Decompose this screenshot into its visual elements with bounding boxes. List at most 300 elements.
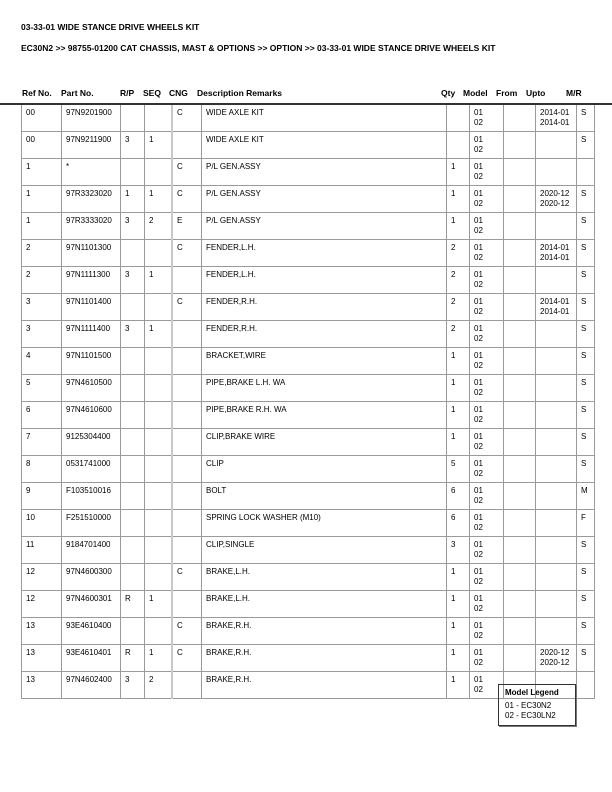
upto-line bbox=[540, 631, 576, 641]
qty-cell: 6 bbox=[447, 483, 470, 510]
rp-cell bbox=[121, 375, 145, 402]
upto-cell bbox=[536, 186, 577, 213]
upto-cell bbox=[536, 348, 577, 375]
seq-cell bbox=[145, 375, 173, 402]
qty-cell: 1 bbox=[447, 645, 470, 672]
model-line: 01 bbox=[474, 243, 483, 252]
from-cell bbox=[504, 132, 536, 159]
table-row bbox=[22, 618, 595, 645]
model-cell bbox=[470, 591, 504, 618]
upto-cell bbox=[536, 564, 577, 591]
model-line: 02 bbox=[474, 415, 483, 424]
table-row bbox=[22, 429, 595, 456]
model-line: 01 bbox=[474, 540, 483, 549]
mr-cell: S bbox=[577, 402, 595, 429]
col-header-qty: Qty bbox=[441, 88, 456, 98]
from-cell bbox=[504, 537, 536, 564]
model-cell bbox=[470, 294, 504, 321]
upto-cell bbox=[536, 429, 577, 456]
model-cell bbox=[470, 429, 504, 456]
seq-cell: 2 bbox=[145, 672, 173, 699]
cng-cell bbox=[172, 483, 202, 510]
upto-line bbox=[540, 361, 576, 371]
ref-cell: 12 bbox=[22, 564, 62, 591]
model-line: 01 bbox=[474, 216, 483, 225]
description-cell: P/L GEN.ASSY bbox=[202, 213, 447, 240]
qty-cell: 1 bbox=[447, 213, 470, 240]
description-cell: BRAKE,R.H. bbox=[202, 672, 447, 699]
from-cell bbox=[504, 105, 536, 132]
from-cell bbox=[504, 267, 536, 294]
mr-cell: M bbox=[577, 483, 595, 510]
model-cell bbox=[470, 375, 504, 402]
mr-cell bbox=[577, 672, 595, 699]
cng-cell bbox=[172, 591, 202, 618]
from-cell bbox=[504, 483, 536, 510]
model-line: 02 bbox=[474, 658, 483, 667]
table-row bbox=[22, 564, 595, 591]
seq-cell: 1 bbox=[145, 267, 173, 294]
ref-cell: 1 bbox=[22, 213, 62, 240]
model-line: 01 bbox=[474, 675, 483, 684]
part-number-cell: * bbox=[62, 159, 121, 186]
table-row bbox=[22, 132, 595, 159]
part-number-cell: 9125304400 bbox=[62, 429, 121, 456]
table-row bbox=[22, 537, 595, 564]
qty-cell: 2 bbox=[447, 321, 470, 348]
rp-cell bbox=[121, 456, 145, 483]
upto-cell bbox=[536, 483, 577, 510]
model-line: 02 bbox=[474, 442, 483, 451]
cng-cell: C bbox=[172, 186, 202, 213]
model-cell bbox=[470, 456, 504, 483]
description-cell: BOLT bbox=[202, 483, 447, 510]
description-cell: BRAKE,R.H. bbox=[202, 618, 447, 645]
rp-cell: 3 bbox=[121, 672, 145, 699]
cng-cell bbox=[172, 321, 202, 348]
seq-cell bbox=[145, 105, 173, 132]
rp-cell: R bbox=[121, 645, 145, 672]
seq-cell: 2 bbox=[145, 213, 173, 240]
qty-cell bbox=[447, 105, 470, 132]
mr-cell: S bbox=[577, 240, 595, 267]
upto-cell bbox=[536, 240, 577, 267]
description-cell: BRAKE,L.H. bbox=[202, 591, 447, 618]
table-row bbox=[22, 483, 595, 510]
ref-cell: 3 bbox=[22, 321, 62, 348]
upto-line: 2020-12 bbox=[540, 648, 570, 657]
from-cell bbox=[504, 564, 536, 591]
table-row bbox=[22, 591, 595, 618]
cng-cell: C bbox=[172, 294, 202, 321]
model-line: 01 bbox=[474, 432, 483, 441]
seq-cell bbox=[145, 402, 173, 429]
table-row bbox=[22, 213, 595, 240]
from-cell bbox=[504, 213, 536, 240]
upto-line bbox=[540, 550, 576, 560]
mr-cell: S bbox=[577, 186, 595, 213]
table-row bbox=[22, 159, 595, 186]
from-cell bbox=[504, 240, 536, 267]
table-row bbox=[22, 240, 595, 267]
seq-cell bbox=[145, 537, 173, 564]
upto-line bbox=[540, 415, 576, 425]
table-row bbox=[22, 105, 595, 132]
qty-cell: 1 bbox=[447, 348, 470, 375]
table-row bbox=[22, 375, 595, 402]
model-cell bbox=[470, 618, 504, 645]
mr-cell: F bbox=[577, 510, 595, 537]
ref-cell: 9 bbox=[22, 483, 62, 510]
mr-cell: S bbox=[577, 132, 595, 159]
ref-cell: 7 bbox=[22, 429, 62, 456]
model-line: 01 bbox=[474, 108, 483, 117]
mr-cell: S bbox=[577, 456, 595, 483]
qty-cell: 1 bbox=[447, 159, 470, 186]
seq-cell bbox=[145, 483, 173, 510]
model-line: 01 bbox=[474, 459, 483, 468]
cng-cell bbox=[172, 510, 202, 537]
part-number-cell: 97N1111300 bbox=[62, 267, 121, 294]
qty-cell: 1 bbox=[447, 564, 470, 591]
rp-cell bbox=[121, 294, 145, 321]
cng-cell: C bbox=[172, 240, 202, 267]
model-cell bbox=[470, 186, 504, 213]
part-number-cell: 97N1101500 bbox=[62, 348, 121, 375]
model-line: 02 bbox=[474, 145, 483, 154]
cng-cell: E bbox=[172, 213, 202, 240]
upto-line: 2014-01 bbox=[540, 307, 570, 316]
col-header-mr: M/R bbox=[566, 88, 582, 98]
model-line: 02 bbox=[474, 523, 483, 532]
model-line: 02 bbox=[474, 469, 483, 478]
table-row bbox=[22, 267, 595, 294]
upto-line bbox=[540, 442, 576, 452]
model-line: 02 bbox=[474, 334, 483, 343]
part-number-cell: 97N4600300 bbox=[62, 564, 121, 591]
col-header-part: Part No. bbox=[61, 88, 94, 98]
model-line: 01 bbox=[474, 135, 483, 144]
upto-cell bbox=[536, 321, 577, 348]
upto-line bbox=[540, 334, 576, 344]
ref-cell: 13 bbox=[22, 645, 62, 672]
part-number-cell: 97R3333020 bbox=[62, 213, 121, 240]
ref-cell: 12 bbox=[22, 591, 62, 618]
model-line: 02 bbox=[474, 685, 483, 694]
part-number-cell: 97N1101400 bbox=[62, 294, 121, 321]
cng-cell bbox=[172, 672, 202, 699]
rp-cell bbox=[121, 618, 145, 645]
rp-cell: 3 bbox=[121, 321, 145, 348]
mr-cell: S bbox=[577, 213, 595, 240]
qty-cell: 1 bbox=[447, 375, 470, 402]
qty-cell: 1 bbox=[447, 618, 470, 645]
upto-line bbox=[540, 378, 576, 388]
part-number-cell: 97N1101300 bbox=[62, 240, 121, 267]
table-row bbox=[22, 645, 595, 672]
seq-cell bbox=[145, 456, 173, 483]
model-cell bbox=[470, 159, 504, 186]
seq-cell bbox=[145, 294, 173, 321]
cng-cell bbox=[172, 348, 202, 375]
part-number-cell: 97N4600301 bbox=[62, 591, 121, 618]
seq-cell bbox=[145, 618, 173, 645]
qty-cell: 1 bbox=[447, 672, 470, 699]
from-cell bbox=[504, 429, 536, 456]
ref-cell: 2 bbox=[22, 240, 62, 267]
upto-cell bbox=[536, 618, 577, 645]
description-cell: BRACKET,WIRE bbox=[202, 348, 447, 375]
rp-cell bbox=[121, 564, 145, 591]
rp-cell bbox=[121, 348, 145, 375]
from-cell bbox=[504, 510, 536, 537]
mr-cell: S bbox=[577, 591, 595, 618]
part-number-cell: 97N4602400 bbox=[62, 672, 121, 699]
model-line: 02 bbox=[474, 199, 483, 208]
description-cell: P/L GEN.ASSY bbox=[202, 159, 447, 186]
ref-cell: 6 bbox=[22, 402, 62, 429]
model-line: 01 bbox=[474, 405, 483, 414]
mr-cell: S bbox=[577, 537, 595, 564]
rp-cell bbox=[121, 105, 145, 132]
page-title: 03-33-01 WIDE STANCE DRIVE WHEELS KIT bbox=[21, 22, 200, 32]
qty-cell: 1 bbox=[447, 429, 470, 456]
seq-cell bbox=[145, 564, 173, 591]
model-cell bbox=[470, 240, 504, 267]
upto-line: 2020-12 bbox=[540, 199, 570, 208]
from-cell bbox=[504, 645, 536, 672]
part-number-cell: 97R3323020 bbox=[62, 186, 121, 213]
upto-line bbox=[540, 172, 576, 182]
legend-item: 02 - EC30LN2 bbox=[505, 711, 556, 720]
model-line: 01 bbox=[474, 378, 483, 387]
upto-line bbox=[540, 459, 576, 469]
col-header-ref: Ref No. bbox=[22, 88, 52, 98]
qty-cell: 2 bbox=[447, 240, 470, 267]
model-line: 01 bbox=[474, 621, 483, 630]
model-line: 02 bbox=[474, 361, 483, 370]
rp-cell: 3 bbox=[121, 132, 145, 159]
from-cell bbox=[504, 375, 536, 402]
cng-cell: C bbox=[172, 618, 202, 645]
part-number-cell: F251510000 bbox=[62, 510, 121, 537]
mr-cell: S bbox=[577, 348, 595, 375]
cng-cell bbox=[172, 537, 202, 564]
qty-cell: 1 bbox=[447, 402, 470, 429]
upto-cell bbox=[536, 375, 577, 402]
qty-cell: 3 bbox=[447, 537, 470, 564]
model-line: 02 bbox=[474, 172, 483, 181]
model-cell bbox=[470, 645, 504, 672]
col-header-cng: CNG bbox=[169, 88, 188, 98]
upto-line bbox=[540, 388, 576, 398]
rp-cell bbox=[121, 402, 145, 429]
ref-cell: 2 bbox=[22, 267, 62, 294]
mr-cell: S bbox=[577, 618, 595, 645]
part-number-cell: 97N9201900 bbox=[62, 105, 121, 132]
col-header-from: From bbox=[496, 88, 518, 98]
part-number-cell: 97N9211900 bbox=[62, 132, 121, 159]
part-number-cell: 97N1111400 bbox=[62, 321, 121, 348]
mr-cell: S bbox=[577, 321, 595, 348]
parts-table bbox=[21, 105, 595, 699]
model-cell bbox=[470, 348, 504, 375]
upto-cell bbox=[536, 132, 577, 159]
seq-cell bbox=[145, 348, 173, 375]
part-number-cell: 9184701400 bbox=[62, 537, 121, 564]
upto-line bbox=[540, 280, 576, 290]
from-cell bbox=[504, 618, 536, 645]
model-line: 02 bbox=[474, 550, 483, 559]
part-number-cell: 97N4610500 bbox=[62, 375, 121, 402]
seq-cell: 1 bbox=[145, 321, 173, 348]
cng-cell bbox=[172, 375, 202, 402]
ref-cell: 1 bbox=[22, 159, 62, 186]
upto-line bbox=[540, 145, 576, 155]
upto-line bbox=[540, 496, 576, 506]
part-number-cell: 93E4610401 bbox=[62, 645, 121, 672]
model-line: 01 bbox=[474, 162, 483, 171]
from-cell bbox=[504, 294, 536, 321]
description-cell: FENDER,L.H. bbox=[202, 240, 447, 267]
col-header-desc: Description Remarks bbox=[197, 88, 283, 98]
ref-cell: 10 bbox=[22, 510, 62, 537]
upto-line bbox=[540, 432, 576, 442]
ref-cell: 13 bbox=[22, 672, 62, 699]
description-cell: CLIP,SINGLE bbox=[202, 537, 447, 564]
col-header-upto: Upto bbox=[526, 88, 546, 98]
ref-cell: 00 bbox=[22, 132, 62, 159]
table-row bbox=[22, 456, 595, 483]
model-line: 01 bbox=[474, 594, 483, 603]
from-cell bbox=[504, 402, 536, 429]
model-line: 02 bbox=[474, 118, 483, 127]
cng-cell: C bbox=[172, 645, 202, 672]
rp-cell: 3 bbox=[121, 213, 145, 240]
upto-line bbox=[540, 540, 576, 550]
upto-line: 2014-01 bbox=[540, 243, 570, 252]
cng-cell: C bbox=[172, 159, 202, 186]
model-line: 01 bbox=[474, 324, 483, 333]
qty-cell: 6 bbox=[447, 510, 470, 537]
from-cell bbox=[504, 348, 536, 375]
model-cell bbox=[470, 564, 504, 591]
cng-cell bbox=[172, 402, 202, 429]
upto-cell bbox=[536, 402, 577, 429]
upto-line bbox=[540, 162, 576, 172]
table-row bbox=[22, 348, 595, 375]
upto-cell bbox=[536, 456, 577, 483]
ref-cell: 5 bbox=[22, 375, 62, 402]
qty-cell: 2 bbox=[447, 267, 470, 294]
cng-cell bbox=[172, 132, 202, 159]
seq-cell: 1 bbox=[145, 132, 173, 159]
model-line: 02 bbox=[474, 388, 483, 397]
from-cell bbox=[504, 321, 536, 348]
upto-line: 2014-01 bbox=[540, 118, 570, 127]
mr-cell bbox=[577, 159, 595, 186]
model-cell bbox=[470, 483, 504, 510]
upto-line bbox=[540, 577, 576, 587]
upto-cell bbox=[536, 510, 577, 537]
upto-line bbox=[540, 594, 576, 604]
mr-cell: S bbox=[577, 294, 595, 321]
upto-cell bbox=[536, 294, 577, 321]
upto-line bbox=[540, 270, 576, 280]
model-line: 02 bbox=[474, 307, 483, 316]
table-row bbox=[22, 402, 595, 429]
rp-cell bbox=[121, 510, 145, 537]
rp-cell bbox=[121, 537, 145, 564]
from-cell bbox=[504, 159, 536, 186]
upto-line bbox=[540, 216, 576, 226]
model-line: 02 bbox=[474, 631, 483, 640]
breadcrumb: EC30N2 >> 98755-01200 CAT CHASSIS, MAST & OPTIONS >> OPTION >> 03-33-01 WIDE STANCE DRIVE WHEELS KIT bbox=[21, 43, 496, 53]
model-line: 02 bbox=[474, 496, 483, 505]
model-line: 01 bbox=[474, 486, 483, 495]
ref-cell: 3 bbox=[22, 294, 62, 321]
model-line: 02 bbox=[474, 577, 483, 586]
seq-cell bbox=[145, 429, 173, 456]
upto-line bbox=[540, 604, 576, 614]
model-line: 01 bbox=[474, 297, 483, 306]
model-line: 01 bbox=[474, 351, 483, 360]
mr-cell: S bbox=[577, 429, 595, 456]
table-row bbox=[22, 321, 595, 348]
description-cell: PIPE,BRAKE R.H. WA bbox=[202, 402, 447, 429]
upto-line: 2014-01 bbox=[540, 253, 570, 262]
table-row bbox=[22, 510, 595, 537]
model-line: 01 bbox=[474, 513, 483, 522]
upto-line: 2020-12 bbox=[540, 189, 570, 198]
legend-item: 01 - EC30N2 bbox=[505, 701, 552, 710]
qty-cell: 5 bbox=[447, 456, 470, 483]
model-line: 02 bbox=[474, 226, 483, 235]
cng-cell: C bbox=[172, 105, 202, 132]
part-number-cell: F103510016 bbox=[62, 483, 121, 510]
model-cell bbox=[470, 321, 504, 348]
upto-cell bbox=[536, 267, 577, 294]
description-cell: FENDER,L.H. bbox=[202, 267, 447, 294]
upto-cell bbox=[536, 537, 577, 564]
qty-cell: 2 bbox=[447, 294, 470, 321]
description-cell: P/L GEN.ASSY bbox=[202, 186, 447, 213]
upto-line bbox=[540, 513, 576, 523]
rp-cell bbox=[121, 159, 145, 186]
description-cell: BRAKE,R.H. bbox=[202, 645, 447, 672]
rp-cell: R bbox=[121, 591, 145, 618]
model-cell bbox=[470, 537, 504, 564]
mr-cell: S bbox=[577, 267, 595, 294]
upto-cell bbox=[536, 213, 577, 240]
table-row bbox=[22, 294, 595, 321]
seq-cell: 1 bbox=[145, 645, 173, 672]
model-cell bbox=[470, 105, 504, 132]
model-legend bbox=[498, 684, 576, 726]
description-cell: FENDER,R.H. bbox=[202, 294, 447, 321]
model-line: 01 bbox=[474, 567, 483, 576]
upto-line bbox=[540, 486, 576, 496]
model-cell bbox=[470, 510, 504, 537]
upto-line bbox=[540, 567, 576, 577]
seq-cell bbox=[145, 240, 173, 267]
rp-cell: 3 bbox=[121, 267, 145, 294]
col-header-rp: R/P bbox=[120, 88, 135, 98]
part-number-cell: 97N4610600 bbox=[62, 402, 121, 429]
upto-line bbox=[540, 621, 576, 631]
description-cell: CLIP bbox=[202, 456, 447, 483]
from-cell bbox=[504, 456, 536, 483]
